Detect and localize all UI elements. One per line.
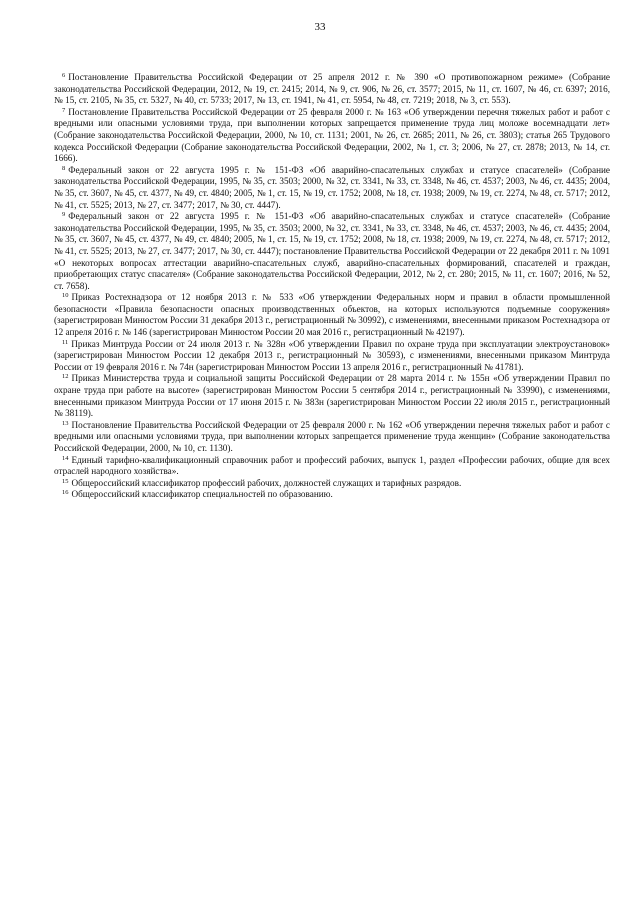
footnote-text: Постановление Правительства Российской Федерации от 25 февраля 2000 г. № 162 «Об утверждении перечня тяжелых работ и работ с вредными или опасными условиями труда, при выполнении которых запрещается применение труда женщин» (Собрание законодательства Российской Федерации, 2000, № 10, ст. 1130).	[54, 419, 610, 453]
footnote-15	[54, 478, 610, 490]
footnote-text: Постановление Правительства Российской Федерации от 25 февраля 2000 г. № 163 «Об утверждении перечня тяжелых работ и работ с вредными или опасными условиями труда, при выполнении которых запрещается применение труда лиц моложе восемнадцати лет» (Собрание законодательства Российской Федерации, 2000, № 10, ст. 1131; 2001, № 26, ст. 2685; 2011, № 26, ст. 3803); статья 265 Трудового кодекса Российской Федерации (Собрание законодательства Российской Федерации, 2002, № 1, ст. 3; 2006, № 27, ст. 2878; 2013, № 14, ст. 1666).	[54, 106, 610, 164]
footnote-10	[54, 292, 610, 338]
footnote-marker: 7	[62, 106, 66, 114]
footnote-9	[54, 211, 610, 292]
footnote-text: Приказ Минтруда России от 24 июля 2013 г. № 328н «Об утверждении Правил по охране труда при эксплуатации электроустановок» (зарегистрирован Минюстом России 12 декабря 2013 г., регистрационный № 30593), с изменениями, внесенными приказом Минтруда России от 19 февраля 2016 г. № 74н (зарегистрирован Минюстом России 13 апреля 2016 г., регистрационный № 41781).	[54, 338, 610, 372]
footnote-marker: 14	[62, 454, 69, 462]
footnote-text: Федеральный закон от 22 августа 1995 г. № 151-ФЗ «Об аварийно-спасательных службах и статусе спасателей» (Собрание законодательства Российской Федерации, 1995, № 35, ст. 3503; 2000, № 32, ст. 3341, № 33, ст. 3348, № 46, ст. 4537; 2003, № 46, ст. 4435; 2004, № 35, ст. 3607, № 45, ст. 4377, № 49, ст. 4840; 2005, № 1, ст. 15, № 19, ст. 1752; 2008, № 18, ст. 1938; 2009, № 19, ст. 2274, № 48, ст. 5717; 2012, № 41, ст. 5525; 2013, № 27, ст. 3477; 2017, № 30, ст. 4447); постановление Правительства Российской Федерации от 22 декабря 2011 г. № 1091 «О некоторых вопросах аттестации аварийно-спасательных служб, аварийно-спасательных формирований, спасателей и граждан, приобретающих статус спасателя» (Собрание законодательства Российской Федерации, 2012, № 2, ст. 280; 2015, № 11, ст. 1607; 2016, № 52, ст. 7658).	[54, 211, 610, 291]
footnote-14	[54, 455, 610, 478]
footnote-text: Общероссийский классификатор профессий рабочих, должностей служащих и тарифных разрядов.	[71, 477, 462, 488]
footnote-marker: 10	[62, 292, 69, 300]
footnote-text: Приказ Ростехнадзора от 12 ноября 2013 г. № 533 «Об утверждении Федеральных норм и правил в области промышленной безопасности «Правила безопасности опасных производственных объектов, на которых используются подъемные сооружения» (зарегистрирован Минюстом России 31 декабря 2013 г., регистрационный № 30992), с изменениями, внесенными приказом Ростехнадзора от 12 апреля 2016 г. № 146 (зарегистрирован Минюстом России 20 мая 2016 г., регистрационный № 42197).	[54, 292, 610, 338]
footnote-marker: 6	[62, 72, 66, 79]
footnote-6	[54, 72, 610, 107]
footnote-text: Общероссийский классификатор специальностей по образованию.	[71, 489, 333, 500]
footnote-8	[54, 165, 610, 211]
footnote-text: Единый тарифно-квалификационный справочник работ и профессий рабочих, выпуск 1, раздел «Профессии рабочих, общие для всех отраслей народного хозяйства».	[54, 454, 610, 477]
footnote-marker: 15	[62, 477, 69, 485]
footnote-12	[54, 373, 610, 419]
footnote-7	[54, 107, 610, 165]
footnote-text: Федеральный закон от 22 августа 1995 г. № 151-ФЗ «Об аварийно-спасательных службах и статусе спасателей» (Собрание законодательства Российской Федерации, 1995, № 35, ст. 3503; 2000, № 32, ст. 3341, № 33, ст. 3348, № 46, ст. 4537; 2003, № 46, ст. 4435; 2004, № 35, ст. 3607, № 45, ст. 4377, № 49, ст. 4840; 2005, № 1, ст. 15, № 19, ст. 1752; 2008, № 18, ст. 1938; 2009, № 19, ст. 2274, № 48, ст. 5717; 2012, № 41, ст. 5525; 2013, № 27, ст. 3477; 2017, № 30, ст. 4447).	[54, 164, 610, 210]
footnote-marker: 11	[62, 338, 69, 346]
footnote-marker: 16	[62, 489, 69, 497]
footnotes	[54, 72, 610, 501]
footnote-text: Приказ Министерства труда и социальной защиты Российской Федерации от 28 марта 2014 г. № 155н «Об утверждении Правил по охране труда при работе на высоте» (зарегистрирован Минюстом России 5 сентября 2014 г., регистрационный № 33990), с изменениями, внесенными приказом Минтруда России от 17 июня 2015 г. № 383н (зарегистрирован Минюстом России 22 июля 2015 г., регистрационный № 38119).	[54, 373, 610, 419]
page-number: 33	[314, 21, 326, 33]
footnote-16	[54, 489, 610, 501]
footnote-13	[54, 420, 610, 455]
footnote-marker: 12	[62, 373, 69, 381]
footnote-11	[54, 339, 610, 374]
footnote-text: Постановление Правительства Российской Федерации от 25 апреля 2012 г. № 390 «О противопожарном режиме» (Собрание законодательства Российской Федерации, 2012, № 19, ст. 2415; 2014, № 9, ст. 906, № 26, ст. 3577; 2015, № 11, ст. 1607, № 46, ст. 6397; 2016, № 15, ст. 2105, № 35, ст. 5327, № 40, ст. 5733; 2017, № 13, ст. 1941, № 41, ст. 5954, № 48, ст. 7219; 2018, № 3, ст. 553).	[54, 72, 610, 106]
footnote-marker: 8	[62, 164, 66, 172]
footnote-marker: 13	[62, 419, 69, 427]
footnote-marker: 9	[62, 211, 66, 219]
